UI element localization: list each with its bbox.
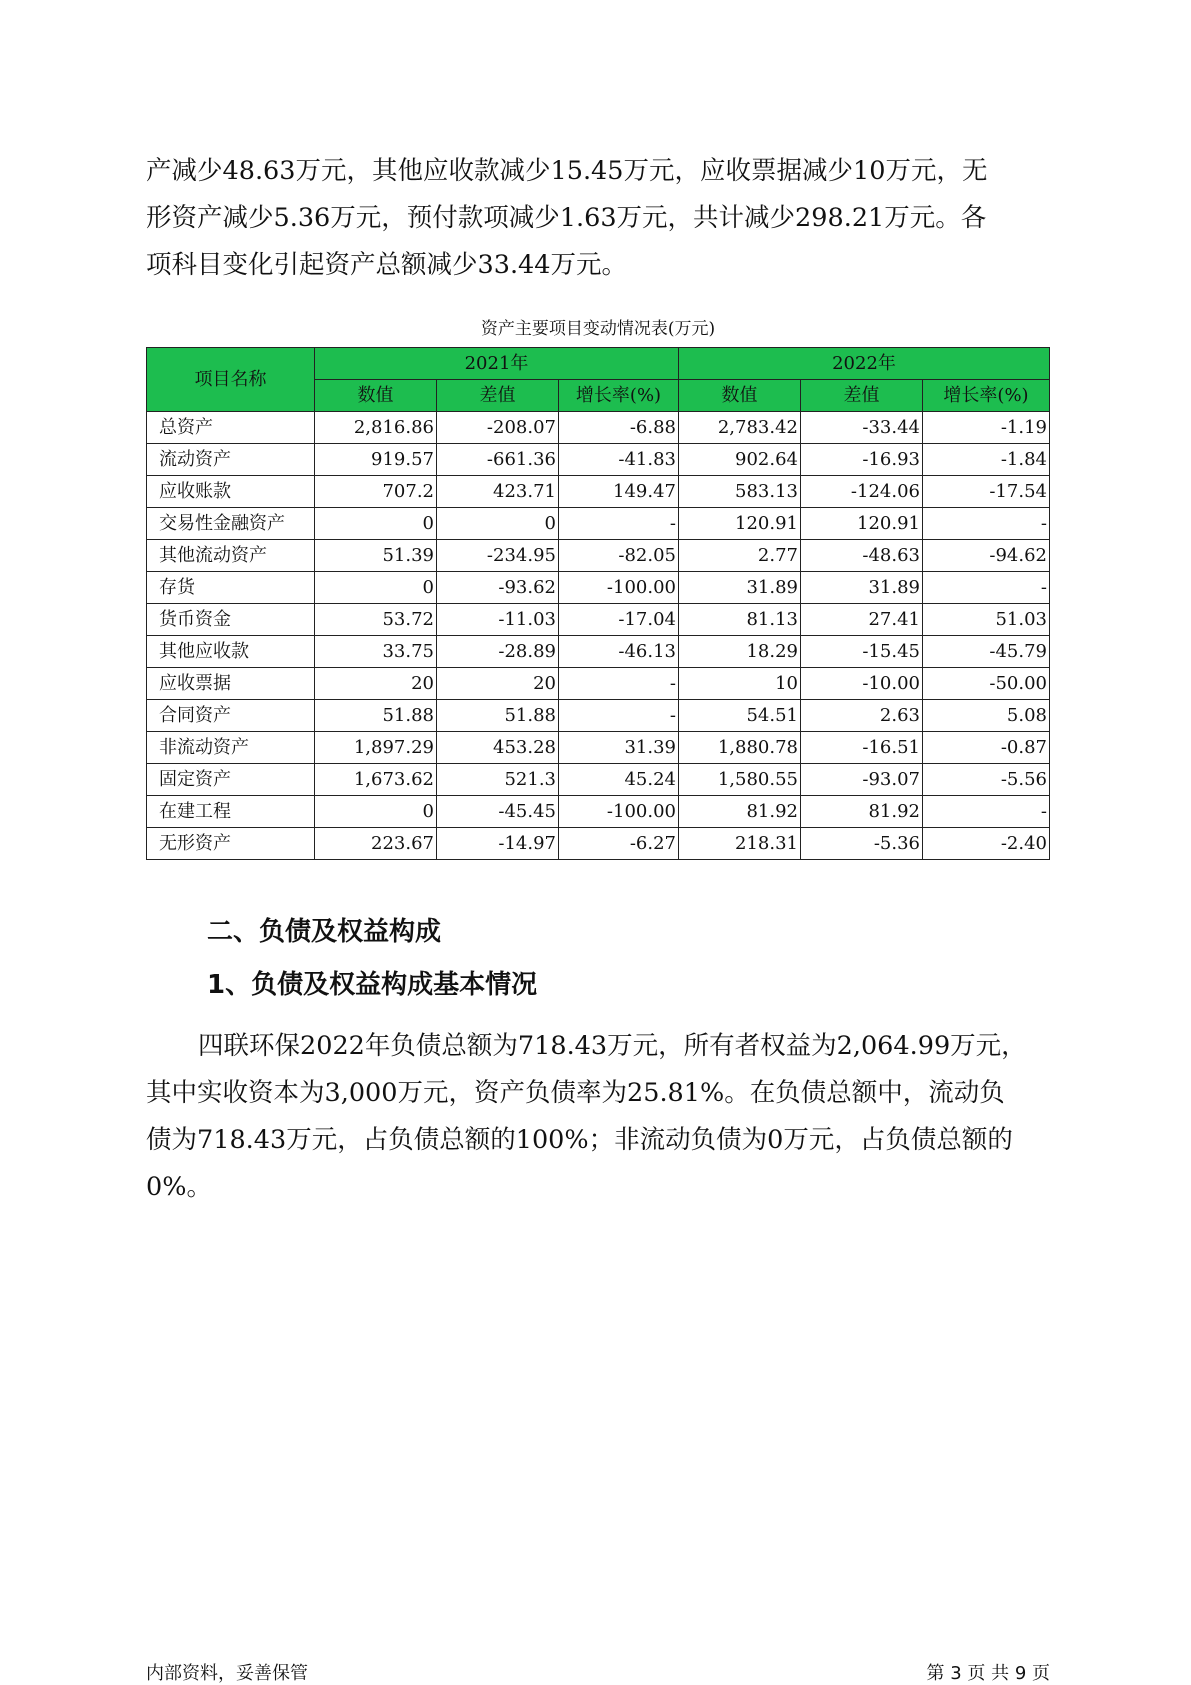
table-cell: 919.57 [315, 444, 437, 476]
table-row [147, 764, 1050, 796]
table-cell: 149.47 [559, 476, 679, 508]
table-cell: - [923, 796, 1050, 828]
table-cell: -6.27 [559, 828, 679, 860]
table-row [147, 828, 1050, 860]
table-cell: - [559, 700, 679, 732]
row-item-name: 应收票据 [147, 668, 315, 700]
table-cell: 10 [679, 668, 801, 700]
table-cell: 53.72 [315, 604, 437, 636]
table-cell: -11.03 [437, 604, 559, 636]
footer-page-number: 第 3 页 共 9 页 [926, 1663, 1050, 1684]
table-row [147, 668, 1050, 700]
table-cell: -17.54 [923, 476, 1050, 508]
row-item-name: 应收账款 [147, 476, 315, 508]
table-cell: -14.97 [437, 828, 559, 860]
table-cell: 54.51 [679, 700, 801, 732]
table-cell: -17.04 [559, 604, 679, 636]
header-value: 数值 [315, 380, 437, 412]
table-cell: -2.40 [923, 828, 1050, 860]
table-cell: 1,880.78 [679, 732, 801, 764]
table-cell: -93.62 [437, 572, 559, 604]
table-cell: 0 [315, 572, 437, 604]
table-cell: 20 [437, 668, 559, 700]
row-item-name: 其他应收款 [147, 636, 315, 668]
table-cell: 120.91 [679, 508, 801, 540]
table-cell: -45.45 [437, 796, 559, 828]
table-cell: -5.56 [923, 764, 1050, 796]
table-cell: -10.00 [801, 668, 923, 700]
table-cell: 31.89 [801, 572, 923, 604]
header-value: 数值 [679, 380, 801, 412]
table-cell: 81.92 [801, 796, 923, 828]
table-cell: 20 [315, 668, 437, 700]
table-cell: 45.24 [559, 764, 679, 796]
row-item-name: 存货 [147, 572, 315, 604]
table-header-row [147, 348, 1050, 380]
table-cell: -28.89 [437, 636, 559, 668]
table-row [147, 604, 1050, 636]
table-cell: 453.28 [437, 732, 559, 764]
table-cell: 902.64 [679, 444, 801, 476]
header-year-2021: 2021年 [315, 348, 679, 380]
row-item-name: 其他流动资产 [147, 540, 315, 572]
paragraph-line: 债为718.43万元，占负债总额的100%；非流动负债为0万元，占负债总额的 [146, 1125, 1013, 1155]
table-cell: -100.00 [559, 796, 679, 828]
table-cell: 1,673.62 [315, 764, 437, 796]
table-cell: 1,580.55 [679, 764, 801, 796]
table-cell: 0 [315, 508, 437, 540]
assets-change-table [146, 347, 1050, 860]
table-cell: -16.93 [801, 444, 923, 476]
table-cell: 18.29 [679, 636, 801, 668]
row-item-name: 固定资产 [147, 764, 315, 796]
paragraph-line: 四联环保2022年负债总额为718.43万元，所有者权益为2,064.99万元， [198, 1031, 1027, 1061]
paragraph-line: 形资产减少5.36万元，预付款项减少1.63万元，共计减少298.21万元。各 [146, 203, 987, 233]
row-item-name: 总资产 [147, 412, 315, 444]
table-cell: 51.03 [923, 604, 1050, 636]
table-cell: 120.91 [801, 508, 923, 540]
table-cell: 1,897.29 [315, 732, 437, 764]
table-cell: 2,816.86 [315, 412, 437, 444]
table-row [147, 636, 1050, 668]
paragraph-line: 产减少48.63万元，其他应收款减少15.45万元，应收票据减少10万元，无 [146, 156, 988, 186]
table-cell: 33.75 [315, 636, 437, 668]
table-row [147, 540, 1050, 572]
table-cell: 521.3 [437, 764, 559, 796]
table-cell: 2.77 [679, 540, 801, 572]
table-cell: 2,783.42 [679, 412, 801, 444]
table-cell: -82.05 [559, 540, 679, 572]
table-cell: -16.51 [801, 732, 923, 764]
table-cell: -45.79 [923, 636, 1050, 668]
row-item-name: 在建工程 [147, 796, 315, 828]
table-cell: 423.71 [437, 476, 559, 508]
table-cell: 31.39 [559, 732, 679, 764]
table-cell: 81.13 [679, 604, 801, 636]
table-cell: 5.08 [923, 700, 1050, 732]
header-growth-rate: 增长率(%) [559, 380, 679, 412]
table-cell: -208.07 [437, 412, 559, 444]
table-cell: 51.88 [437, 700, 559, 732]
table-cell: -5.36 [801, 828, 923, 860]
table-row [147, 508, 1050, 540]
row-item-name: 交易性金融资产 [147, 508, 315, 540]
subsection-heading: 1、负债及权益构成基本情况 [207, 970, 538, 1000]
table-cell: 223.67 [315, 828, 437, 860]
table-cell: 583.13 [679, 476, 801, 508]
table-cell: -1.84 [923, 444, 1050, 476]
table-cell: - [559, 508, 679, 540]
table-cell: -93.07 [801, 764, 923, 796]
footer-confidential-note: 内部资料，妥善保管 [146, 1663, 308, 1684]
table-cell: -46.13 [559, 636, 679, 668]
table-cell: -0.87 [923, 732, 1050, 764]
row-item-name: 非流动资产 [147, 732, 315, 764]
header-item-name: 项目名称 [147, 348, 315, 412]
header-growth-rate: 增长率(%) [923, 380, 1050, 412]
table-row [147, 412, 1050, 444]
table-cell: -100.00 [559, 572, 679, 604]
table-cell: - [923, 572, 1050, 604]
table-cell: -6.88 [559, 412, 679, 444]
body-paragraph-liabilities [146, 1023, 1050, 1211]
paragraph-line: 项科目变化引起资产总额减少33.44万元。 [146, 250, 628, 280]
header-difference: 差值 [437, 380, 559, 412]
table-cell: 27.41 [801, 604, 923, 636]
table-body [147, 412, 1050, 860]
table-cell: 51.88 [315, 700, 437, 732]
paragraph-line: 0%。 [146, 1172, 212, 1202]
table-cell: -1.19 [923, 412, 1050, 444]
table-row [147, 572, 1050, 604]
body-paragraph-assets-change [146, 148, 1050, 289]
table-cell: - [923, 508, 1050, 540]
section-heading: 二、负债及权益构成 [207, 917, 442, 947]
table-cell: - [559, 668, 679, 700]
table-row [147, 796, 1050, 828]
table-cell: -234.95 [437, 540, 559, 572]
table-cell: -33.44 [801, 412, 923, 444]
table-cell: -124.06 [801, 476, 923, 508]
table-cell: 2.63 [801, 700, 923, 732]
header-year-2022: 2022年 [679, 348, 1050, 380]
row-item-name: 货币资金 [147, 604, 315, 636]
table-cell: 51.39 [315, 540, 437, 572]
paragraph-line: 其中实收资本为3,000万元，资产负债率为25.81%。在负债总额中，流动负 [146, 1078, 1005, 1108]
table-cell: -15.45 [801, 636, 923, 668]
table-cell: 707.2 [315, 476, 437, 508]
table-cell: -48.63 [801, 540, 923, 572]
row-item-name: 无形资产 [147, 828, 315, 860]
table-cell: 31.89 [679, 572, 801, 604]
table-cell: -41.83 [559, 444, 679, 476]
table-cell: 218.31 [679, 828, 801, 860]
header-difference: 差值 [801, 380, 923, 412]
table-row [147, 444, 1050, 476]
table-cell: 0 [437, 508, 559, 540]
table-cell: -94.62 [923, 540, 1050, 572]
table-cell: 0 [315, 796, 437, 828]
table-caption: 资产主要项目变动情况表(万元) [480, 319, 716, 339]
table-row [147, 476, 1050, 508]
row-item-name: 流动资产 [147, 444, 315, 476]
table-row [147, 732, 1050, 764]
table-cell: 81.92 [679, 796, 801, 828]
table-cell: -661.36 [437, 444, 559, 476]
table-cell: -50.00 [923, 668, 1050, 700]
row-item-name: 合同资产 [147, 700, 315, 732]
table-row [147, 700, 1050, 732]
